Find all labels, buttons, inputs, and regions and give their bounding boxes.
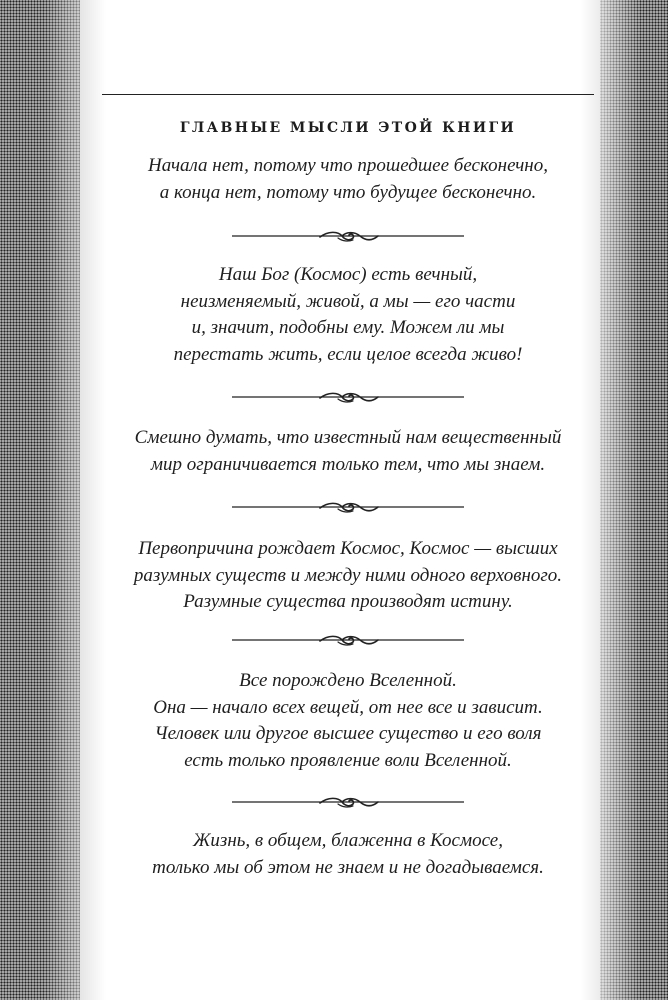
- flourish-ornament-icon: [232, 390, 464, 404]
- halftone-margin-left: [0, 0, 80, 1000]
- page-heading: ГЛАВНЫЕ МЫСЛИ ЭТОЙ КНИГИ: [179, 120, 517, 136]
- quote-block-3: [102, 425, 594, 478]
- quote-line: Жизнь, в общем, блаженна в Космосе,: [193, 830, 503, 851]
- quote-line: Первопричина рождает Космос, Космос — высших: [138, 538, 558, 559]
- quote-block-2: [102, 262, 594, 368]
- quote-line: неизменяемый, живой, а мы — его части: [180, 290, 516, 312]
- quote-line: Человек или другое высшее существо и его воля: [154, 723, 542, 744]
- quote-line: мир ограничивается только тем, что мы знаем.: [150, 453, 546, 475]
- flourish-ornament-icon: [232, 229, 464, 243]
- quote-line: Она — начало всех вещей, от нее все и зависит.: [153, 696, 543, 718]
- quote-line: перестать жить, если целое всегда живо!: [173, 343, 523, 365]
- halftone-margin-right: [600, 0, 668, 1000]
- quote-line: Разумные существа производят истину.: [183, 591, 513, 612]
- quote-line: а конца нет, потому что будущее бесконечно.: [159, 181, 537, 203]
- quote-line: есть только проявление воли Вселенной.: [184, 749, 512, 771]
- quote-line: разумных существ и между ними одного верховного.: [133, 564, 563, 586]
- quote-line: Начала нет, потому что прошедшее бесконечно,: [147, 155, 548, 176]
- quote-block-6: [102, 828, 594, 881]
- quote-line: Все порождено Вселенной.: [239, 670, 457, 691]
- quote-line: только мы об этом не знаем и не догадываемся.: [152, 856, 544, 878]
- quote-block-5: [102, 668, 594, 774]
- top-rule: [102, 94, 594, 95]
- quote-line: Смешно думать, что известный нам вещественный: [134, 427, 562, 448]
- quote-block-4: [102, 536, 594, 616]
- quote-block-1: [102, 153, 594, 206]
- flourish-ornament-icon: [232, 500, 464, 514]
- flourish-ornament-icon: [232, 795, 464, 809]
- quote-line: Наш Бог (Космос) есть вечный,: [218, 264, 478, 285]
- flourish-ornament-icon: [232, 633, 464, 647]
- quote-line: и, значит, подобны ему. Можем ли мы: [191, 317, 505, 338]
